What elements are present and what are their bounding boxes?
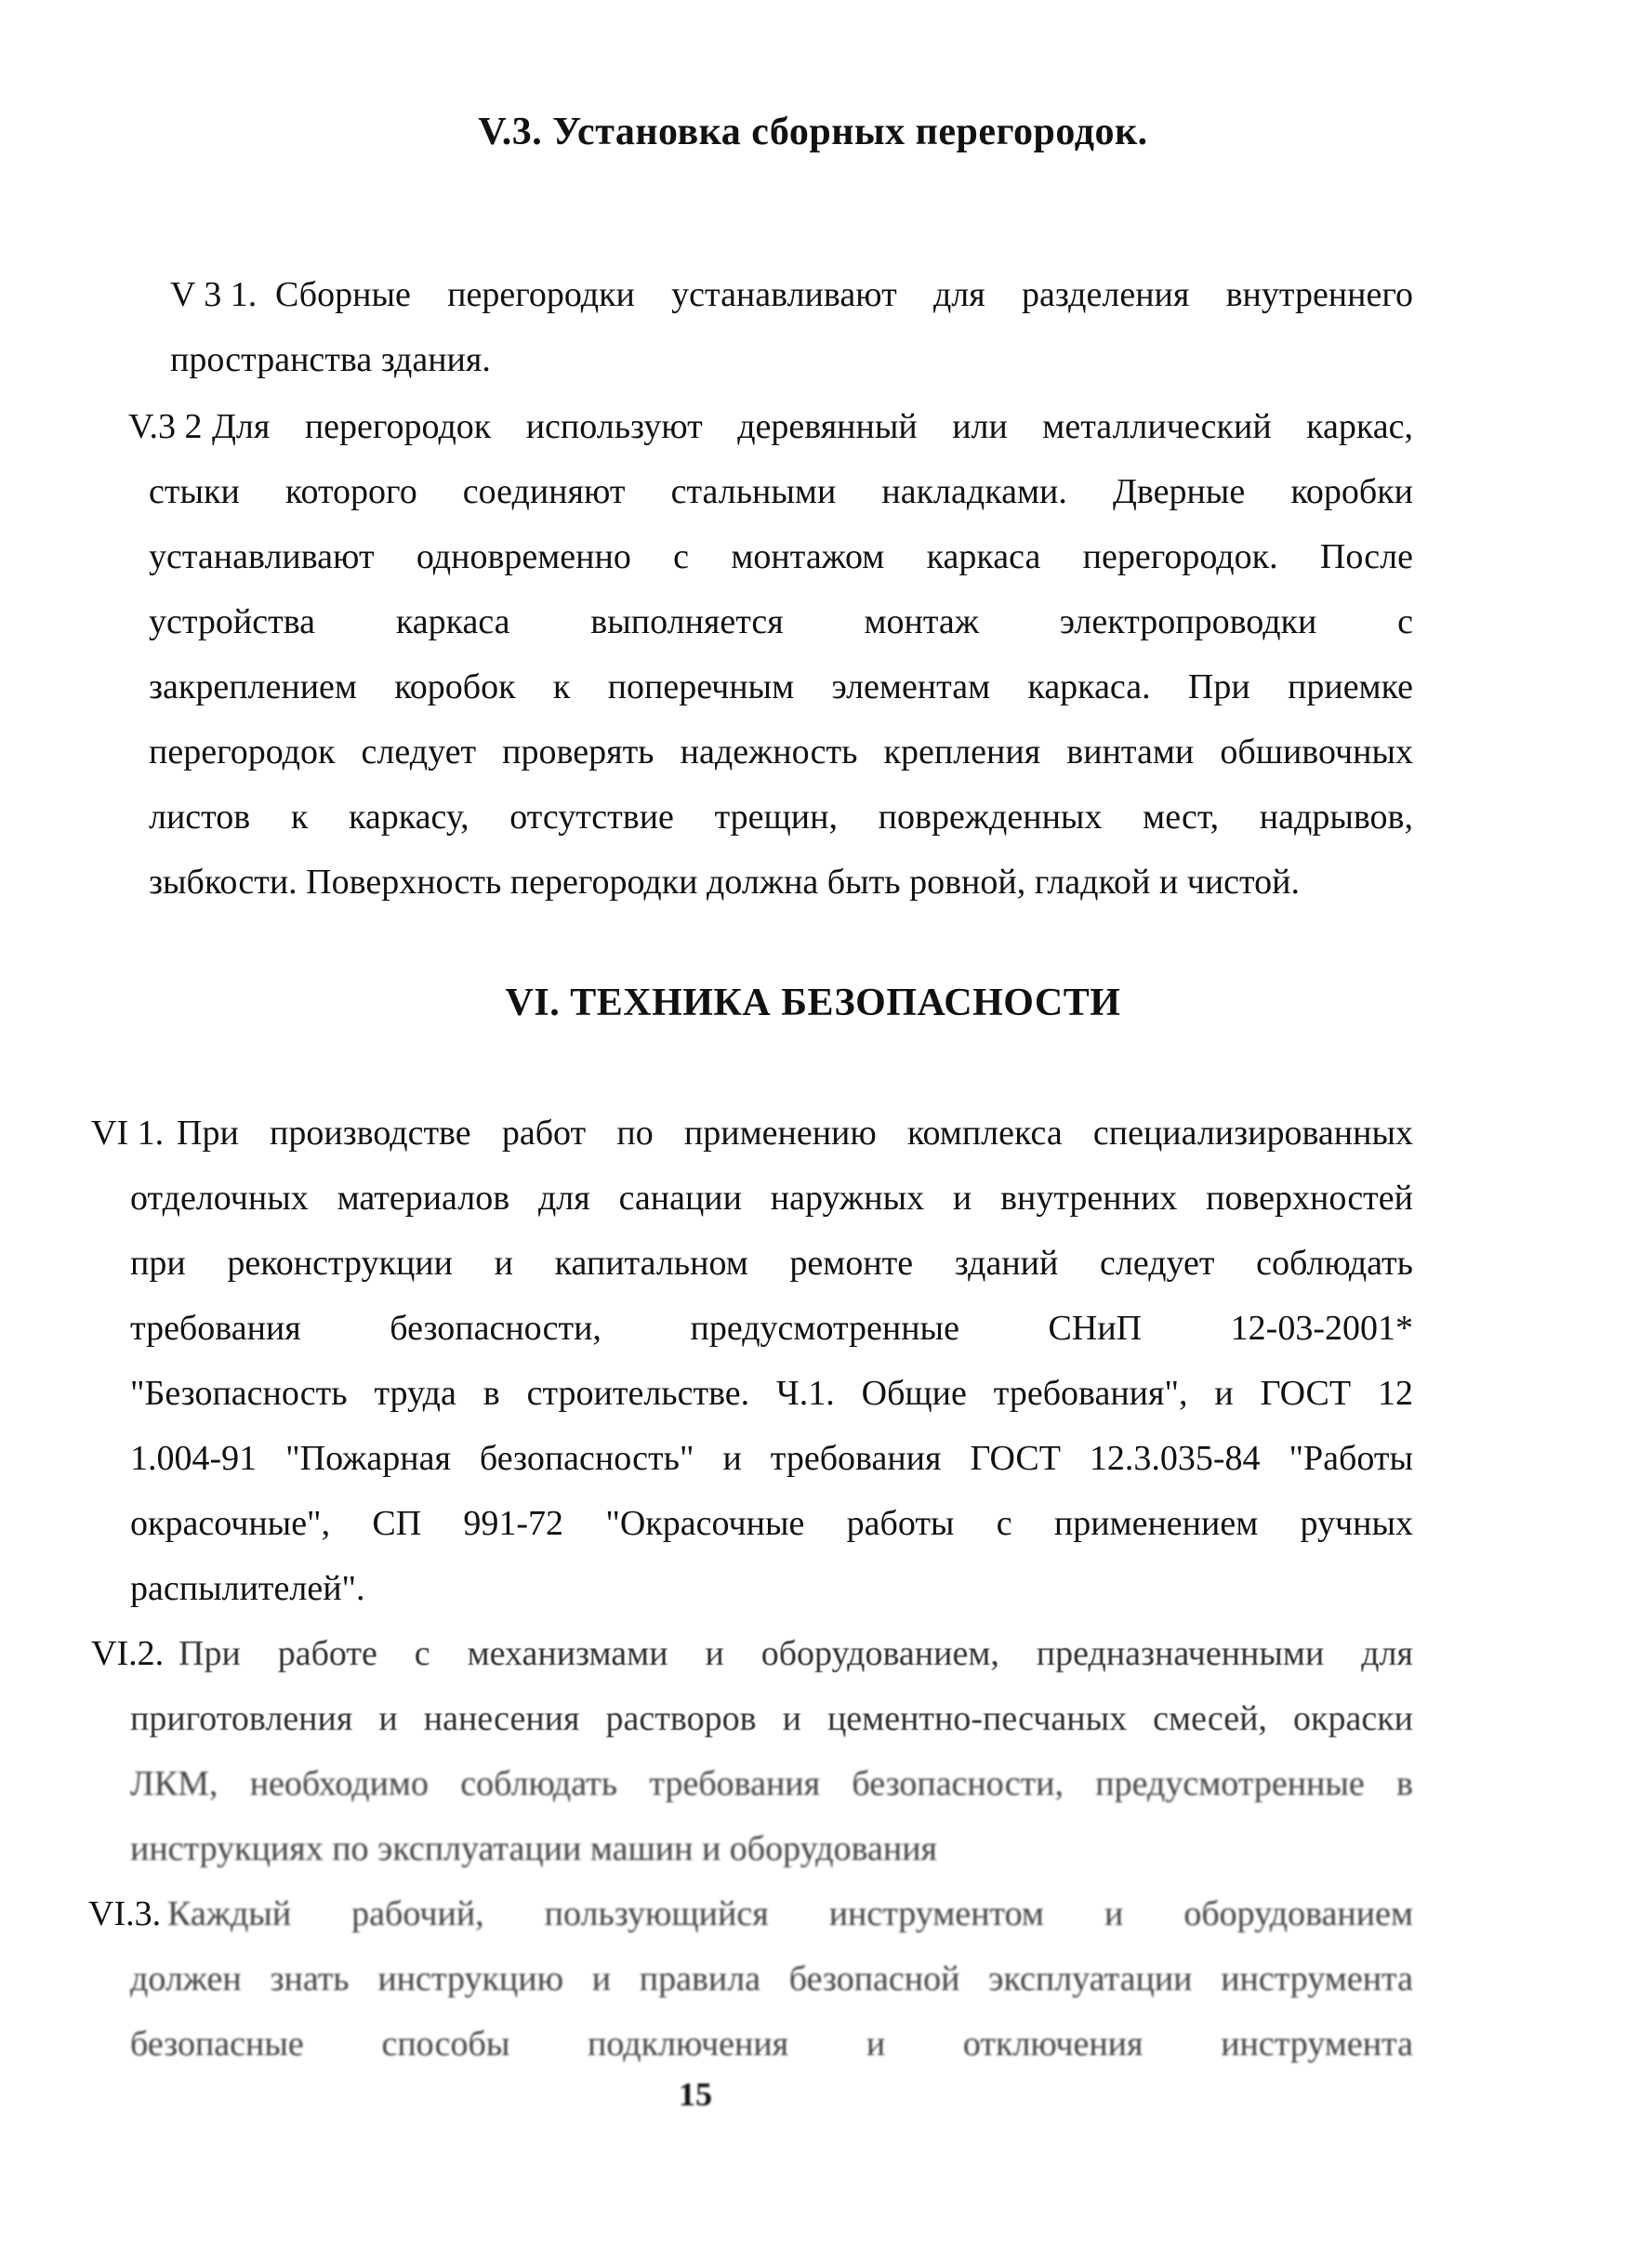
paragraph-line: "Безопасность труда в строительстве. Ч.1. Общие требования", и ГОСТ 12 [130, 1374, 1413, 1413]
paragraph-line: ЛКМ, необходимо соблюдать требования безопасности, предусмотренные в [130, 1764, 1413, 1803]
paragraph-number: VI.3. [88, 1894, 162, 1933]
page-number: 15 [679, 2076, 712, 2113]
paragraph-number: VI.2. [91, 1634, 165, 1673]
paragraph-line: инструкциях по эксплуатации машин и оборудования [130, 1829, 938, 1868]
paragraph-line: При работе с механизмами и оборудованием, предназначенными для [178, 1634, 1413, 1673]
paragraph-line: окрасочные", СП 991-72 "Окрасочные работы с применением ручных [130, 1504, 1413, 1543]
paragraph-line: устанавливают одновременно с монтажом каркаса перегородок. После [149, 537, 1413, 576]
paragraph-line: 1.004-91 "Пожарная безопасность" и требования ГОСТ 12.3.035-84 "Работы [130, 1439, 1413, 1478]
paragraph-number: VI 1. [91, 1114, 165, 1153]
paragraph-line: Для перегородок используют деревянный или металлический каркас, [212, 407, 1413, 446]
paragraph-number: V 3 1. [170, 275, 258, 314]
paragraph-line: приготовления и нанесения растворов и цементно-песчаных смесей, окраски [130, 1699, 1413, 1738]
paragraph-line: Каждый рабочий, пользующийся инструментом и оборудованием [167, 1894, 1413, 1933]
paragraph-line: при реконструкции и капитальном ремонте зданий следует соблюдать [130, 1244, 1413, 1283]
section-title-vi: VI. ТЕХНИКА БЕЗОПАСНОСТИ [505, 982, 1121, 1024]
paragraph-line: При производстве работ по применению комплекса специализированных [177, 1114, 1413, 1153]
paragraph-line: Сборные перегородки устанавливают для разделения внутреннего [275, 275, 1413, 314]
paragraph-line: стыки которого соединяют стальными накладками. Дверные коробки [149, 472, 1413, 511]
paragraph-number: V.3 2 [128, 407, 203, 446]
paragraph-line: закреплением коробок к поперечным элементам каркаса. При приемке [149, 667, 1413, 706]
paragraph-line: отделочных материалов для санации наружных и внутренних поверхностей [130, 1179, 1413, 1218]
paragraph-line: безопасные способы подключения и отключения инструмента [130, 2024, 1413, 2064]
paragraph-line: требования безопасности, предусмотренные СНиП 12-03-2001* [130, 1309, 1413, 1348]
paragraph-line: пространства здания. [170, 340, 491, 379]
section-title-v3: V.3. Установка сборных перегородок. [478, 111, 1148, 153]
paragraph-line: устройства каркаса выполняется монтаж электропроводки с [149, 602, 1413, 641]
paragraph-line: распылителей". [130, 1569, 365, 1608]
paragraph-line: зыбкости. Поверхность перегородки должна быть ровной, гладкой и чистой. [149, 863, 1300, 902]
paragraph-line: листов к каркасу, отсутствие трещин, поврежденных мест, надрывов, [149, 798, 1413, 837]
paragraph-line: должен знать инструкцию и правила безопасной эксплуатации инструмента [130, 1959, 1413, 1998]
paragraph-line: перегородок следует проверять надежность крепления винтами обшивочных [149, 732, 1413, 771]
